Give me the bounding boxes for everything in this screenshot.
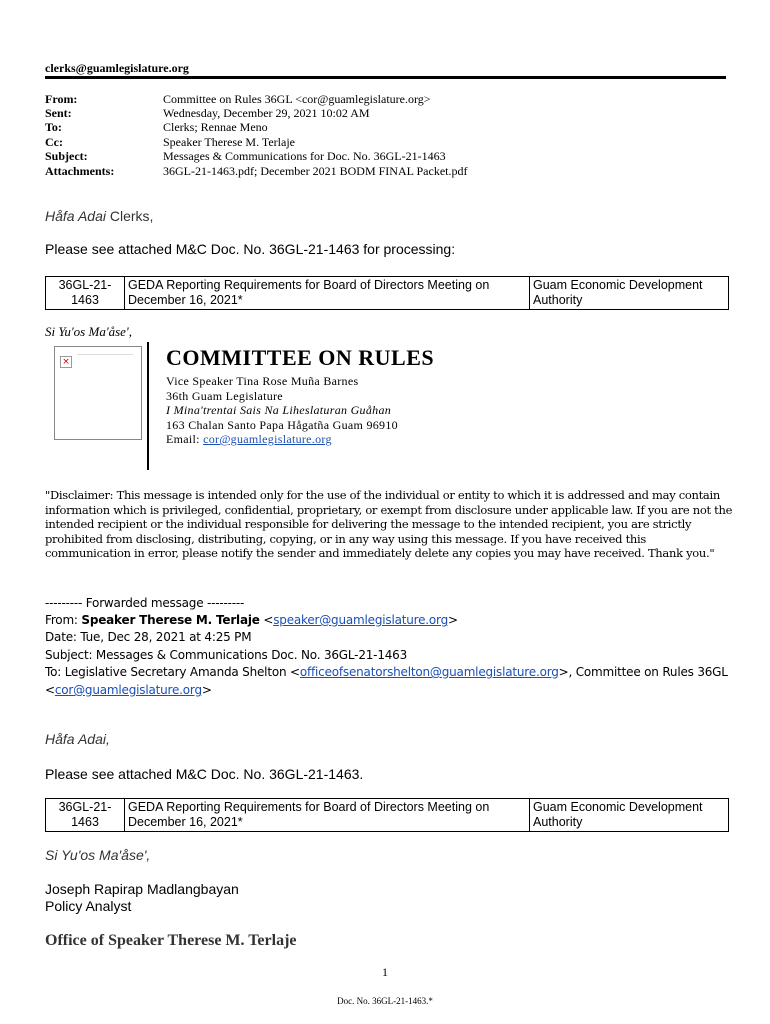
sent-label: Sent: (45, 106, 72, 120)
intro-text: Please see attached M&C Doc. No. 36GL-21-1463 for processing: (45, 241, 456, 257)
forwarded-from-name: Speaker Therese M. Terlaje (81, 613, 260, 627)
document-footer: Doc. No. 36GL-21-1463.* (337, 996, 433, 1006)
greeting-rest: Clerks, (105, 208, 154, 224)
to-label: To: (45, 120, 62, 134)
logo-placeholder (54, 346, 142, 440)
doc-number-line1: 36GL-21- (58, 800, 112, 814)
greeting-italic: Håfa Adai (45, 208, 106, 224)
subject-label: Subject: (45, 149, 88, 163)
doc-number-line2: 1463 (71, 815, 99, 829)
email-label: Email: (166, 432, 204, 446)
forwarded-from-email[interactable]: speaker@guamlegislature.org (273, 613, 448, 627)
doc-number-cell (46, 799, 125, 832)
sender-email-address: clerks@guamlegislature.org (45, 61, 189, 75)
signoff-2: Si Yu'os Ma'åse', (45, 847, 151, 863)
description-line2: December 16, 2021* (128, 293, 243, 307)
cc-value: Speaker Therese M. Terlaje (163, 135, 295, 149)
broken-image-icon: × (60, 356, 72, 368)
forwarded-date: Date: Tue, Dec 28, 2021 at 4:25 PM (45, 630, 252, 644)
attachments-value[interactable]: 36GL-21-1463.pdf; December 2021 BODM FINAL Packet.pdf (163, 164, 468, 178)
signature-email-line (166, 432, 332, 447)
forwarded-to-cont: <cor@guamlegislature.org> (45, 683, 212, 697)
sent-value: Wednesday, December 29, 2021 10:02 AM (163, 106, 370, 120)
subject-value: Messages & Communications for Doc. No. 36GL-21-1463 (163, 149, 446, 163)
forwarded-to-prefix: To: Legislative Secretary Amanda Shelton < (45, 665, 300, 679)
sender-title: Policy Analyst (45, 898, 132, 914)
agency-line2: Authority (533, 293, 583, 307)
from-label: From: (45, 92, 78, 106)
agency-line2: Authority (533, 815, 583, 829)
forwarded-marker: --------- Forwarded message --------- (45, 596, 245, 610)
forwarded-from-label: From: (45, 613, 82, 627)
agency-line1: Guam Economic Development (533, 800, 703, 814)
mc-table (45, 276, 729, 310)
forwarded-to-mid: >, Committee on Rules 36GL (558, 665, 728, 679)
header-rule (45, 76, 726, 79)
doc-number-cell (46, 277, 125, 310)
image-caption-line (77, 354, 133, 355)
agency-line1: Guam Economic Development (533, 278, 703, 292)
forwarded-to-email1[interactable]: officeofsenatorshelton@guamlegislature.org (299, 665, 559, 679)
committee-title: COMMITTEE ON RULES (166, 345, 435, 370)
signature-divider (147, 342, 149, 470)
from-value: Committee on Rules 36GL <cor@guamlegislature.org> (163, 92, 431, 106)
table-row (46, 277, 729, 310)
doc-number-line2: 1463 (71, 293, 99, 307)
signoff: Si Yu'os Ma'åse', (45, 324, 132, 339)
description-line1: GEDA Reporting Requirements for Board of Directors Meeting on (128, 800, 490, 814)
agency-cell (530, 799, 729, 832)
intro-text-2: Please see attached M&C Doc. No. 36GL-21-1463. (45, 766, 364, 782)
description-cell (125, 277, 530, 310)
description-line1: GEDA Reporting Requirements for Board of Directors Meeting on (128, 278, 490, 292)
forwarded-from: From: Speaker Therese M. Terlaje <speaker@guamlegislature.org> (45, 613, 458, 627)
description-line2: December 16, 2021* (128, 815, 243, 829)
greeting (45, 208, 153, 224)
office-name: Office of Speaker Therese M. Terlaje (45, 932, 297, 949)
signature-name: Vice Speaker Tina Rose Muña Barnes (166, 374, 359, 388)
greeting-2: Håfa Adai, (45, 731, 110, 747)
attachments-label: Attachments: (45, 164, 115, 178)
disclaimer: "Disclaimer: This message is intended only for the use of the individual or entity to which it is addressed and may contain information which is privileged, confidential, proprietary, or exempt from disclosure under applicable law. If you are not the intended recipient or the individual responsible for delivering the message to the intended recipient, you are strictly prohibited from disclosing, distributing, copying, or in any way using this message. If you have received this communication in error, please notify the sender and immediately delete any copies you may have received. Thank you." (45, 488, 733, 560)
table-row (46, 799, 729, 832)
forwarded-to (45, 665, 728, 679)
to-value: Clerks; Rennae Meno (163, 120, 268, 134)
signature-address: 163 Chalan Santo Papa Hågatña Guam 96910 (166, 418, 398, 432)
cc-label: Cc: (45, 135, 63, 149)
signature-email-link[interactable]: cor@guamlegislature.org (203, 432, 332, 446)
doc-number-line1: 36GL-21- (58, 278, 112, 292)
page-number: 1 (382, 965, 388, 979)
forwarded-subject: Subject: Messages & Communications Doc. No. 36GL-21-1463 (45, 648, 408, 662)
mc-table-2 (45, 798, 729, 832)
signature-chamorro: I Mina'trentai Sais Na Liheslaturan Guåhan (166, 403, 392, 417)
agency-cell (530, 277, 729, 310)
forwarded-to-email2[interactable]: cor@guamlegislature.org (54, 683, 202, 697)
sender-name: Joseph Rapirap Madlangbayan (45, 881, 239, 897)
description-cell (125, 799, 530, 832)
signature-legislature: 36th Guam Legislature (166, 389, 283, 403)
